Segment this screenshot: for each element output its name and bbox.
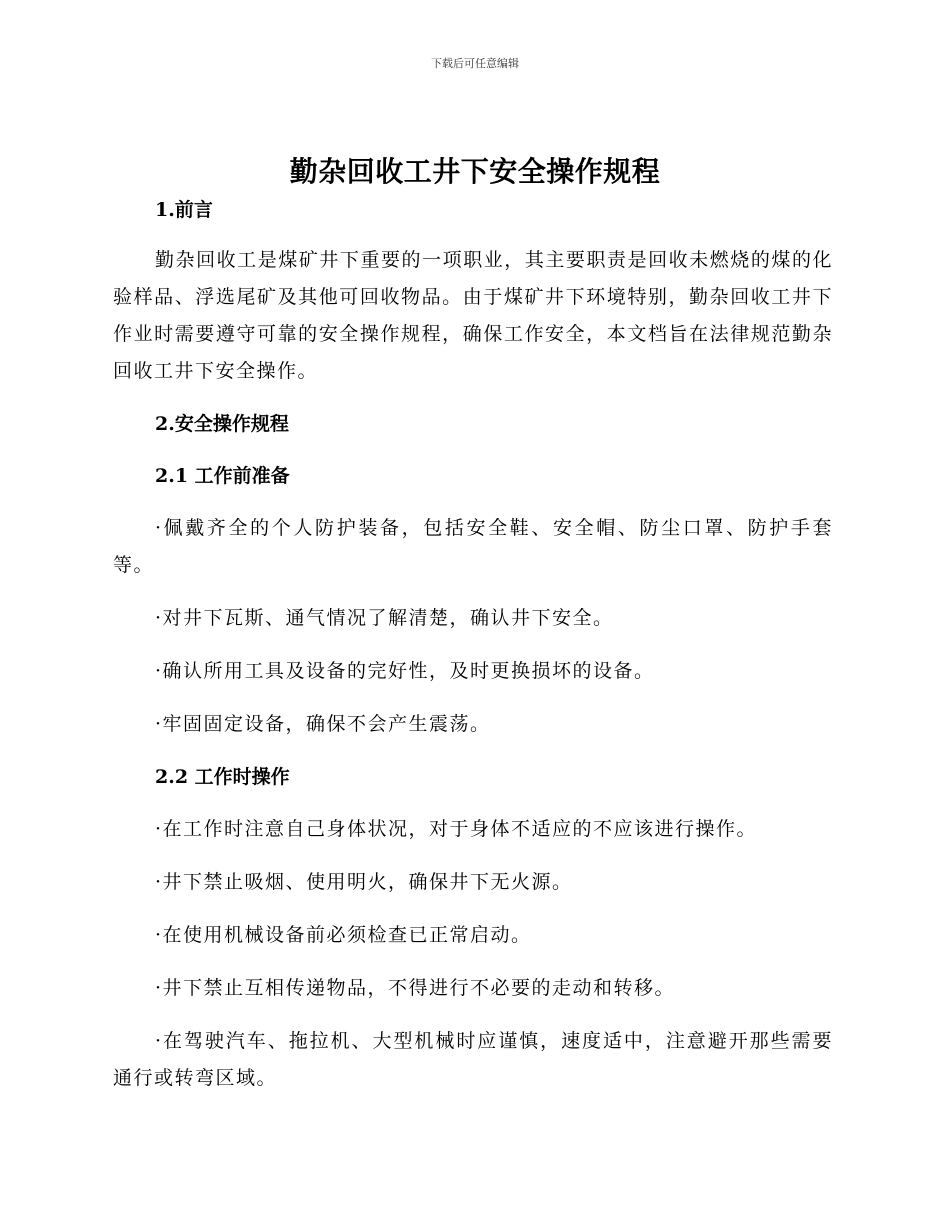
- list-item: ·佩戴齐全的个人防护装备，包括安全鞋、安全帽、防尘口罩、防护手套等。: [113, 517, 833, 576]
- list-item: ·对井下瓦斯、通气情况了解清楚，确认井下安全。: [155, 607, 614, 629]
- list-item: ·牢固固定设备，确保不会产生震荡。: [155, 713, 491, 735]
- list-item: ·确认所用工具及设备的完好性，及时更换损坏的设备。: [155, 660, 655, 682]
- subsection-heading-operation: 2.2 工作时操作: [155, 766, 290, 788]
- document-title: 勤杂回收工井下安全操作规程: [289, 155, 661, 188]
- list-item: ·在工作时注意自己身体状况，对于身体不适应的不应该进行操作。: [155, 818, 758, 840]
- list-item: ·在驾驶汽车、拖拉机、大型机械时应谨慎，速度适中，注意避开那些需要通行或转弯区域。: [113, 1030, 833, 1089]
- list-item: ·在使用机械设备前必须检查已正常启动。: [155, 924, 532, 946]
- page-header-note: 下载后可任意编辑: [431, 57, 519, 70]
- section-heading-safety-rules: 2.安全操作规程: [155, 413, 289, 435]
- section-heading-preface: 1.前言: [155, 199, 213, 221]
- list-item: ·井下禁止吸烟、使用明火，确保井下无火源。: [155, 871, 573, 893]
- list-item: ·井下禁止互相传递物品，不得进行不必要的走动和转移。: [155, 977, 676, 999]
- subsection-heading-preparation: 2.1 工作前准备: [155, 465, 290, 487]
- document-body: [113, 192, 833, 1097]
- preface-paragraph: 勤杂回收工是煤矿井下重要的一项职业，其主要职责是回收未燃烧的煤的化验样品、浮选尾矿及其他可回收物品。由于煤矿井下环境特别，勤杂回收工井下作业时需要遵守可靠的安全操作规程，确保工作安全，本文档旨在法律规范勤杂回收工井下安全操作。: [113, 249, 833, 382]
